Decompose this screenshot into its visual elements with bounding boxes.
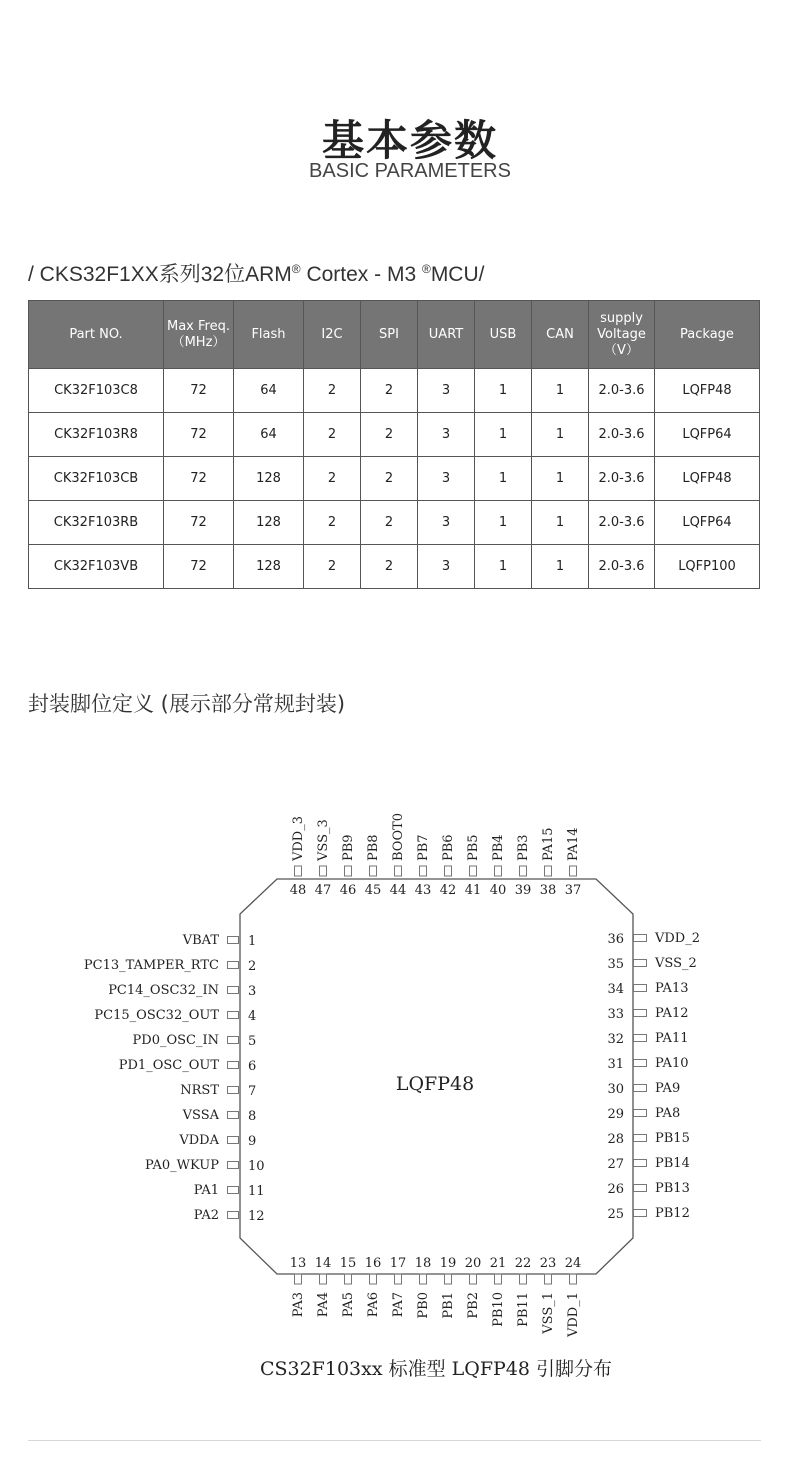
pin-name: PA14 bbox=[566, 827, 581, 861]
pin-pad bbox=[520, 866, 527, 876]
pin-pad bbox=[420, 866, 427, 876]
pin-number: 32 bbox=[607, 1032, 624, 1047]
pin bbox=[365, 1256, 382, 1317]
pin-number: 24 bbox=[564, 1256, 582, 1271]
series-suffix: MCU/ bbox=[430, 263, 485, 286]
table-cell: 2 bbox=[304, 369, 361, 413]
pin-number: 31 bbox=[607, 1057, 624, 1072]
table-cell: 1 bbox=[475, 501, 532, 545]
pin-pad bbox=[634, 1135, 647, 1142]
pin bbox=[607, 1031, 688, 1047]
pin-name: PB10 bbox=[491, 1292, 506, 1327]
left-pin-group bbox=[84, 933, 265, 1224]
pin-number: 37 bbox=[564, 883, 582, 898]
pin bbox=[84, 958, 256, 974]
pin-pad bbox=[228, 1112, 239, 1119]
pin-pad bbox=[295, 1274, 302, 1284]
pin bbox=[182, 1108, 257, 1124]
column-header-supply-voltage: supply Voltage （V） bbox=[589, 301, 655, 369]
pin-name: PA15 bbox=[541, 827, 556, 861]
pin-number: 21 bbox=[489, 1256, 507, 1271]
pin-pad bbox=[634, 1010, 647, 1017]
pin-pad bbox=[320, 866, 327, 876]
series-core: Cortex - M3 bbox=[300, 263, 422, 286]
pin bbox=[290, 1256, 307, 1317]
pin-name: PA0_WKUP bbox=[144, 1158, 219, 1173]
column-header-can: CAN bbox=[532, 301, 589, 369]
pin-number: 42 bbox=[439, 883, 457, 898]
column-header-package: Package bbox=[655, 301, 760, 369]
pin bbox=[390, 813, 407, 898]
pin bbox=[178, 1133, 256, 1149]
pin-name: VSS_1 bbox=[541, 1292, 556, 1334]
pin-number: 39 bbox=[514, 883, 532, 898]
pin-pad bbox=[495, 866, 502, 876]
column-header-i2c: I2C bbox=[304, 301, 361, 369]
table-cell: 2 bbox=[361, 545, 418, 589]
pin bbox=[182, 933, 257, 949]
table-cell: 2.0-3.6 bbox=[589, 369, 655, 413]
pin-name: PC15_OSC32_OUT bbox=[94, 1008, 219, 1023]
pin-name: PB5 bbox=[466, 834, 481, 861]
pin-number: 9 bbox=[248, 1134, 257, 1149]
pin-pad bbox=[228, 1037, 239, 1044]
pin-number: 44 bbox=[389, 883, 407, 898]
pin-pad bbox=[295, 866, 302, 876]
pin bbox=[180, 1083, 256, 1099]
pin-pad bbox=[228, 1062, 239, 1069]
pin-pad bbox=[370, 866, 377, 876]
pin bbox=[540, 828, 557, 898]
registered-mark: ® bbox=[421, 262, 431, 276]
table-cell: 72 bbox=[164, 501, 234, 545]
table-cell: 2 bbox=[361, 413, 418, 457]
pin bbox=[365, 834, 382, 898]
table-cell: 1 bbox=[532, 413, 589, 457]
pin-number: 5 bbox=[248, 1034, 257, 1049]
pin bbox=[607, 1106, 680, 1122]
pin-name: PA13 bbox=[655, 981, 689, 996]
pin-pad bbox=[470, 866, 477, 876]
pin-number: 45 bbox=[364, 883, 382, 898]
table-cell: 1 bbox=[475, 369, 532, 413]
pin bbox=[607, 1181, 689, 1197]
table-cell: 1 bbox=[532, 369, 589, 413]
pin-number: 28 bbox=[607, 1132, 624, 1147]
table-cell: 1 bbox=[532, 501, 589, 545]
pin-number: 16 bbox=[364, 1256, 382, 1271]
pin bbox=[607, 1081, 680, 1097]
pin-pad bbox=[228, 1137, 239, 1144]
pin-number: 46 bbox=[339, 883, 357, 898]
pin-number: 12 bbox=[248, 1209, 265, 1224]
pin-pad bbox=[345, 866, 352, 876]
pin-number: 27 bbox=[607, 1157, 624, 1172]
pinout-caption: CS32F103xx 标准型 LQFP48 引脚分布 bbox=[259, 1358, 613, 1380]
pin bbox=[607, 981, 688, 997]
pin-name: PD0_OSC_IN bbox=[132, 1033, 219, 1048]
pin bbox=[565, 828, 582, 898]
pin-pad bbox=[345, 1274, 352, 1284]
pin bbox=[108, 983, 256, 999]
table-cell: 2 bbox=[304, 457, 361, 501]
table-cell: 72 bbox=[164, 457, 234, 501]
pin-number: 4 bbox=[248, 1009, 257, 1024]
pin-name: PB0 bbox=[416, 1292, 431, 1319]
pin-name: PB4 bbox=[491, 834, 506, 861]
table-cell: 2 bbox=[304, 545, 361, 589]
table-cell: 3 bbox=[418, 457, 475, 501]
table-cell: 1 bbox=[475, 545, 532, 589]
pin-name: PB11 bbox=[516, 1292, 531, 1327]
pin-name: PB12 bbox=[655, 1206, 690, 1221]
pin bbox=[607, 931, 700, 947]
series-prefix: / CKS32F1XX系列32位ARM bbox=[28, 263, 292, 286]
pin-name: PA11 bbox=[655, 1031, 689, 1046]
table-cell: LQFP48 bbox=[655, 457, 760, 501]
table-row bbox=[29, 413, 760, 457]
pin bbox=[440, 1256, 457, 1319]
pin-pad bbox=[634, 1160, 647, 1167]
table-cell: CK32F103R8 bbox=[29, 413, 164, 457]
pin-pad bbox=[495, 1274, 502, 1284]
pin-number: 11 bbox=[248, 1184, 265, 1199]
table-cell: 3 bbox=[418, 413, 475, 457]
pin-name: PA3 bbox=[291, 1292, 306, 1318]
table-cell: CK32F103C8 bbox=[29, 369, 164, 413]
pin-number: 20 bbox=[464, 1256, 482, 1271]
pin-number: 19 bbox=[439, 1256, 457, 1271]
pin bbox=[515, 1256, 532, 1327]
right-pin-group bbox=[607, 931, 700, 1222]
table-cell: 128 bbox=[234, 457, 304, 501]
pin-name: PB1 bbox=[441, 1292, 456, 1319]
pin-name: PA2 bbox=[193, 1208, 219, 1223]
pin-name: VSS_3 bbox=[316, 819, 331, 861]
pin-number: 47 bbox=[314, 883, 332, 898]
pin-number: 34 bbox=[607, 982, 624, 997]
pin-pad bbox=[445, 1274, 452, 1284]
pin-name: PA1 bbox=[193, 1183, 219, 1198]
pin-pad bbox=[634, 1110, 647, 1117]
pin-pad bbox=[570, 1274, 577, 1284]
pin bbox=[490, 1256, 507, 1327]
table-cell: LQFP48 bbox=[655, 369, 760, 413]
pin-pad bbox=[445, 866, 452, 876]
column-header-part-no: Part NO. bbox=[29, 301, 164, 369]
pin-pad bbox=[634, 1085, 647, 1092]
pin-pad bbox=[370, 1274, 377, 1284]
table-cell: 1 bbox=[475, 413, 532, 457]
pin bbox=[465, 834, 482, 898]
table-row bbox=[29, 457, 760, 501]
pin-name: VSS_2 bbox=[655, 956, 697, 971]
pin-number: 22 bbox=[514, 1256, 532, 1271]
column-header-uart: UART bbox=[418, 301, 475, 369]
pin-number: 36 bbox=[607, 932, 624, 947]
pin-name: VDD_3 bbox=[291, 815, 306, 861]
table-cell: 1 bbox=[532, 457, 589, 501]
column-header-usb: USB bbox=[475, 301, 532, 369]
pin bbox=[145, 1158, 265, 1174]
page-subtitle: BASIC PARAMETERS bbox=[309, 160, 511, 182]
pin bbox=[194, 1208, 265, 1224]
pin-number: 30 bbox=[607, 1082, 624, 1097]
pin bbox=[315, 1256, 332, 1317]
pin-pad bbox=[570, 866, 577, 876]
pin-name: PB15 bbox=[655, 1131, 690, 1146]
pin-number: 40 bbox=[489, 883, 507, 898]
pin-pad bbox=[634, 960, 647, 967]
pin-name: PB14 bbox=[655, 1156, 690, 1171]
pin-pad bbox=[420, 1274, 427, 1284]
table-cell: CK32F103VB bbox=[29, 545, 164, 589]
series-heading bbox=[28, 258, 484, 288]
chip-label: LQFP48 bbox=[395, 1073, 475, 1095]
bottom-divider bbox=[28, 1440, 761, 1441]
pin-name: PA12 bbox=[655, 1006, 689, 1021]
top-pin-group bbox=[290, 813, 582, 898]
pin-number: 3 bbox=[248, 984, 257, 999]
package-section-heading: 封装脚位定义 (展示部分常规封装) bbox=[28, 692, 346, 716]
pin bbox=[607, 1006, 688, 1022]
pin-name: PA7 bbox=[391, 1292, 406, 1318]
table-cell: 72 bbox=[164, 369, 234, 413]
pin bbox=[315, 819, 332, 898]
pin-pad bbox=[634, 1185, 647, 1192]
pin bbox=[340, 1256, 357, 1317]
pin-number: 13 bbox=[289, 1256, 307, 1271]
pin-number: 6 bbox=[248, 1059, 257, 1074]
table-cell: LQFP64 bbox=[655, 501, 760, 545]
pin-name: PD1_OSC_OUT bbox=[118, 1058, 219, 1073]
pin-name: PB7 bbox=[416, 834, 431, 861]
pin bbox=[415, 1256, 432, 1319]
pin bbox=[119, 1058, 257, 1074]
pin bbox=[290, 816, 307, 898]
table-row bbox=[29, 545, 760, 589]
pin-name: PA5 bbox=[341, 1292, 356, 1318]
pin-name: PA9 bbox=[655, 1081, 681, 1096]
pin-number: 29 bbox=[607, 1107, 624, 1122]
bottom-pin-group bbox=[290, 1256, 582, 1338]
pin bbox=[340, 834, 357, 898]
pin-pad bbox=[634, 985, 647, 992]
pin-pad bbox=[634, 1035, 647, 1042]
pin-name: PB6 bbox=[441, 834, 456, 861]
pin-number: 26 bbox=[607, 1182, 624, 1197]
pin-pad bbox=[228, 962, 239, 969]
table-cell: LQFP64 bbox=[655, 413, 760, 457]
pin-number: 38 bbox=[539, 883, 557, 898]
table-cell: 2 bbox=[361, 501, 418, 545]
table-cell: CK32F103RB bbox=[29, 501, 164, 545]
pin-name: PA10 bbox=[655, 1056, 689, 1071]
table-row bbox=[29, 369, 760, 413]
pin bbox=[490, 834, 507, 898]
pin-name: PA8 bbox=[655, 1106, 681, 1121]
table-cell: 72 bbox=[164, 545, 234, 589]
pin-number: 15 bbox=[339, 1256, 357, 1271]
pin-pad bbox=[520, 1274, 527, 1284]
pin-name: VDD_2 bbox=[655, 931, 701, 946]
pin-number: 25 bbox=[607, 1207, 624, 1222]
pin bbox=[415, 834, 432, 898]
pin bbox=[607, 1156, 689, 1172]
pin bbox=[390, 1256, 407, 1317]
pin-number: 10 bbox=[248, 1159, 265, 1174]
table-cell: 128 bbox=[234, 501, 304, 545]
pin-name: VDDA bbox=[179, 1133, 219, 1148]
pin-pad bbox=[228, 1187, 239, 1194]
pin-pad bbox=[228, 1012, 239, 1019]
pin bbox=[607, 1206, 689, 1222]
pin bbox=[607, 1056, 688, 1072]
pin-number: 7 bbox=[248, 1084, 257, 1099]
pin-number: 2 bbox=[248, 959, 257, 974]
table-cell: 64 bbox=[234, 369, 304, 413]
pin-name: PB9 bbox=[341, 834, 356, 861]
table-cell: 2 bbox=[304, 501, 361, 545]
pin-number: 18 bbox=[414, 1256, 432, 1271]
table-cell: 1 bbox=[475, 457, 532, 501]
pin-pad bbox=[228, 987, 239, 994]
pin bbox=[607, 956, 696, 972]
pin bbox=[515, 834, 532, 898]
pin-number: 43 bbox=[414, 883, 432, 898]
pin-name: PB13 bbox=[655, 1181, 690, 1196]
table-cell: 2.0-3.6 bbox=[589, 545, 655, 589]
column-header-spi: SPI bbox=[361, 301, 418, 369]
pin-name: PB3 bbox=[516, 834, 531, 861]
pin-pad bbox=[634, 1060, 647, 1067]
pin-pad bbox=[545, 866, 552, 876]
pin bbox=[194, 1183, 265, 1199]
pin-pad bbox=[470, 1274, 477, 1284]
lqfp48-pinout-diagram bbox=[0, 800, 790, 1350]
pin-pad bbox=[634, 1210, 647, 1217]
pin bbox=[440, 834, 457, 898]
table-cell: 3 bbox=[418, 545, 475, 589]
pin-name: VBAT bbox=[182, 933, 219, 948]
table-cell: CK32F103CB bbox=[29, 457, 164, 501]
pin bbox=[94, 1008, 256, 1024]
pin-number: 41 bbox=[464, 883, 482, 898]
pin bbox=[133, 1033, 257, 1049]
table-header-row bbox=[29, 301, 760, 369]
table-cell: 2 bbox=[304, 413, 361, 457]
column-header-flash: Flash bbox=[234, 301, 304, 369]
pin bbox=[540, 1256, 557, 1335]
table-cell: 72 bbox=[164, 413, 234, 457]
pin-pad bbox=[228, 937, 239, 944]
table-cell: 1 bbox=[532, 545, 589, 589]
pin-pad bbox=[320, 1274, 327, 1284]
table-cell: 2.0-3.6 bbox=[589, 413, 655, 457]
registered-mark: ® bbox=[291, 262, 301, 276]
pin-number: 17 bbox=[389, 1256, 407, 1271]
pin bbox=[565, 1256, 582, 1338]
table-cell: 2 bbox=[361, 457, 418, 501]
table-cell: 3 bbox=[418, 501, 475, 545]
pin-name: PA6 bbox=[366, 1292, 381, 1318]
pin-pad bbox=[634, 935, 647, 942]
pin bbox=[607, 1131, 689, 1147]
pin-number: 23 bbox=[539, 1256, 557, 1271]
pin-name: PB8 bbox=[366, 834, 381, 861]
pin bbox=[465, 1256, 482, 1319]
pin-pad bbox=[228, 1162, 239, 1169]
pin-number: 1 bbox=[248, 934, 257, 949]
pin-pad bbox=[228, 1087, 239, 1094]
pin-name: PB2 bbox=[466, 1292, 481, 1319]
pin-name: PA4 bbox=[316, 1292, 331, 1318]
table-row bbox=[29, 501, 760, 545]
pin-name: PC14_OSC32_IN bbox=[108, 983, 219, 998]
column-header-max-freq: Max Freq. （MHz） bbox=[164, 301, 234, 369]
pin-name: VDD_1 bbox=[566, 1292, 581, 1338]
pin-number: 14 bbox=[314, 1256, 332, 1271]
pin-number: 33 bbox=[607, 1007, 624, 1022]
pin-name: VSSA bbox=[182, 1108, 219, 1123]
pin-number: 35 bbox=[607, 957, 624, 972]
pin-name: BOOT0 bbox=[391, 812, 406, 861]
pin-name: NRST bbox=[180, 1083, 219, 1098]
parameters-table bbox=[28, 300, 760, 589]
table-cell: 2.0-3.6 bbox=[589, 457, 655, 501]
pin-pad bbox=[395, 1274, 402, 1284]
pin-name: PC13_TAMPER_RTC bbox=[83, 958, 219, 973]
table-cell: 3 bbox=[418, 369, 475, 413]
pin-number: 8 bbox=[248, 1109, 257, 1124]
table-cell: LQFP100 bbox=[655, 545, 760, 589]
pin-pad bbox=[395, 866, 402, 876]
table-cell: 2.0-3.6 bbox=[589, 501, 655, 545]
table-cell: 2 bbox=[361, 369, 418, 413]
pin-number: 48 bbox=[289, 883, 307, 898]
page-title: 基本参数 bbox=[321, 116, 498, 165]
table-cell: 128 bbox=[234, 545, 304, 589]
pin-pad bbox=[545, 1274, 552, 1284]
pin-pad bbox=[228, 1212, 239, 1219]
table-cell: 64 bbox=[234, 413, 304, 457]
